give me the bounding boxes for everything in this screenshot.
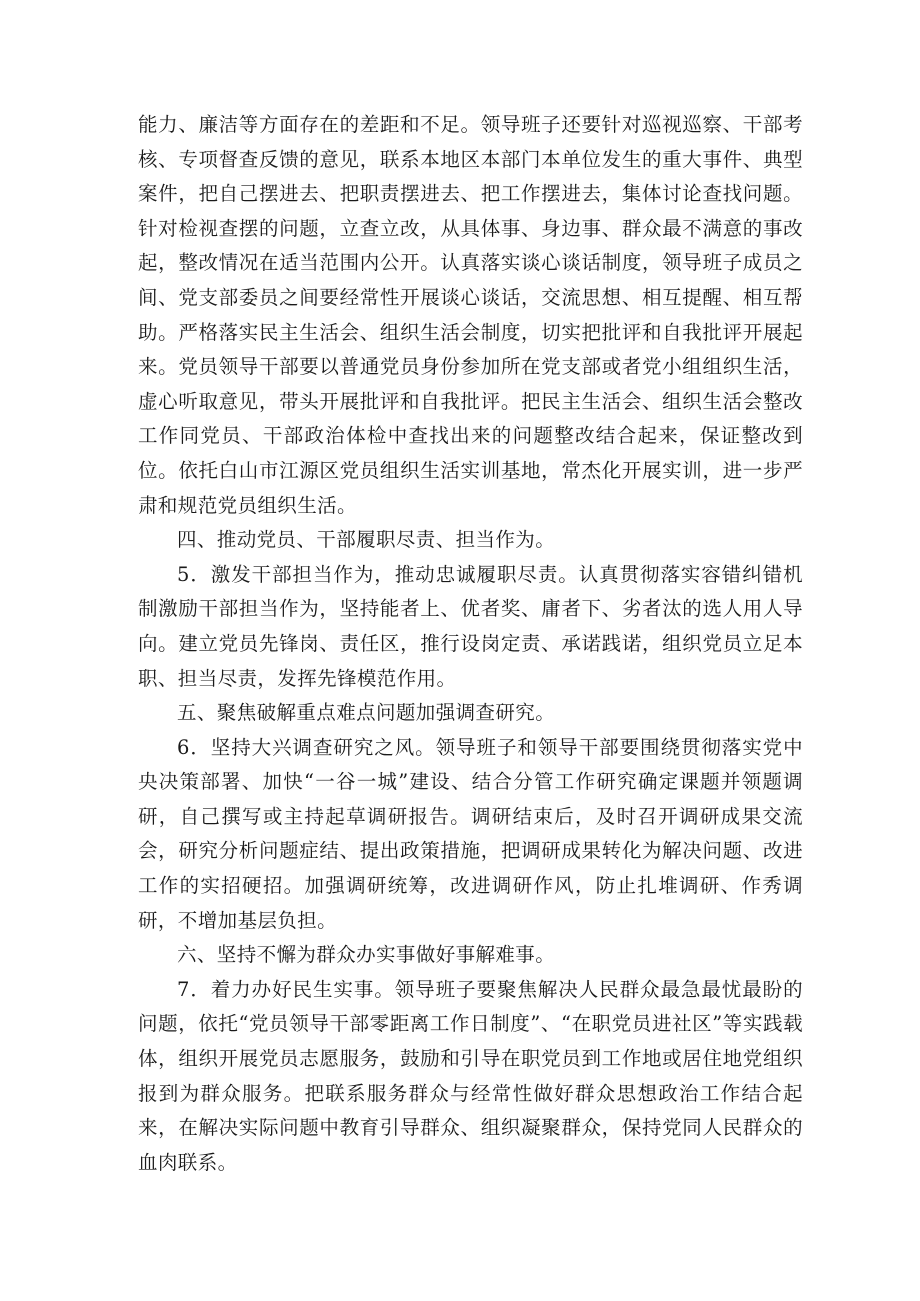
paragraph-item-7: 7．着力办好民生实事。领导班子要聚焦解决人民群众最急最忧最盼的问题，依托“党员领导干部零距离工作日制度”、“在职党员进社区”等实践载体，组织开展党员志愿服务，鼓励和引导在职党员到工作地或居住地党组织报到为群众服务。把联系服务群众与经常性做好群众思想政治工作结合起来，在解决实际问题中教育引导群众、组织凝聚群众，保持党同人民群众的血肉联系。 (138, 977, 803, 1174)
paragraph-item-5: 5．激发干部担当作为，推动忠诚履职尽责。认真贯彻落实容错纠错机制激励干部担当作为，坚持能者上、优者奖、庸者下、劣者汰的选人用人导向。建立党员先锋岗、责任区，推行设岗定责、承诺践诺，组织党员立足本职、担当尽责，发挥先锋模范作用。 (138, 562, 803, 690)
section-heading-six: 六、坚持不懈为群众办实事做好事解难事。 (177, 943, 556, 967)
section-heading-four: 四、推动党员、干部履职尽责、担当作为。 (177, 528, 556, 552)
paragraph-continued-text: 能力、廉洁等方面存在的差距和不足。领导班子还要针对巡视巡察、干部考核、专项督查反馈的意见，联系本地区本部门本单位发生的重大事件、典型案件，把自己摆进去、把职责摆进去、把工作摆进去，集体讨论查找问题。针对检视查摆的问题，立查立改，从具体事、身边事、群众最不满意的事改起，整改情况在适当范围内公开。认真落实谈心谈话制度，领导班子成员之间、党支部委员之间要经常性开展谈心谈话，交流思想、相互提醒、相互帮助。严格落实民主生活会、组织生活会制度，切实把批评和自我批评开展起来。党员领导干部要以普通党员身份参加所在党支部或者党小组组织生活，虚心听取意见，带头开展批评和自我批评。把民主生活会、组织生活会整改工作同党员、干部政治体检中查找出来的问题整改结合起来，保证整改到位。依托白山市江源区党员组织生活实训基地，常杰化开展实训，进一步严肃和规范党员组织生活。 (138, 113, 803, 517)
document-body (138, 108, 803, 1180)
paragraph-item-6: 6．坚持大兴调查研究之风。领导班子和领导干部要围绕贯彻落实党中央决策部署、加快“一谷一城”建设、结合分管工作研究确定课题并领题调研，自己撰写或主持起草调研报告。调研结束后，及时召开调研成果交流会，研究分析问题症结、提出政策措施，把调研成果转化为解决问题、改进工作的实招硬招。加强调研统筹，改进调研作风，防止扎堆调研、作秀调研，不增加基层负担。 (138, 735, 803, 932)
section-heading-five: 五、聚焦破解重点难点问题加强调查研究。 (177, 701, 556, 725)
